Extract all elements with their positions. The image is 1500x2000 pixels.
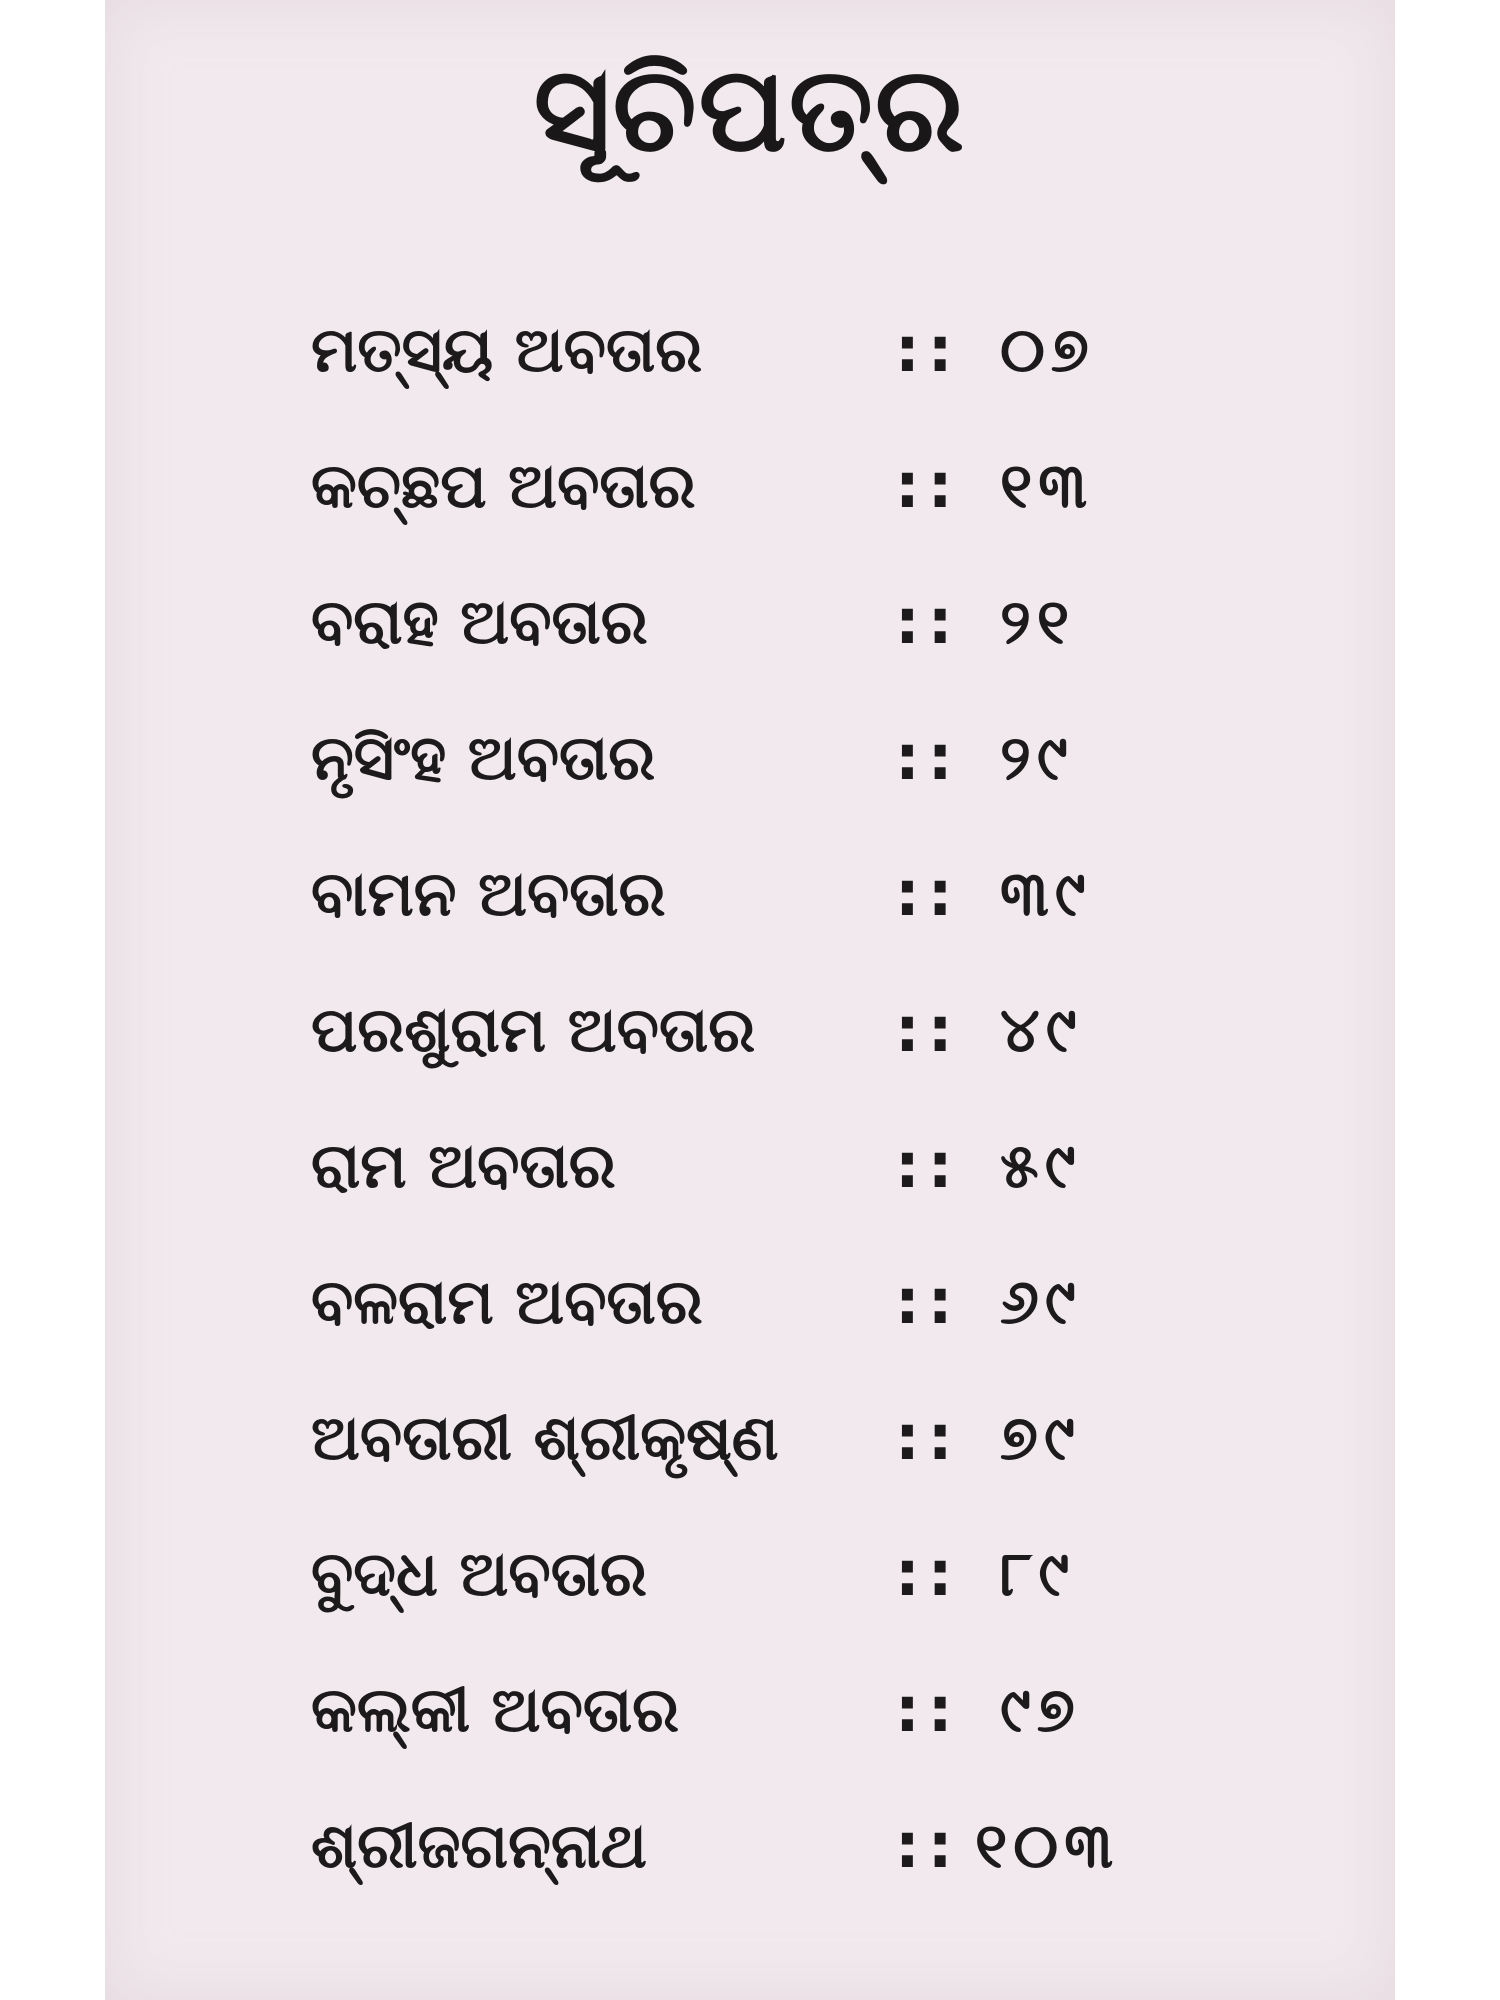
toc-separator: :: — [895, 993, 961, 1066]
toc-page-number: ୨୧ — [1000, 585, 1076, 658]
toc-page-number: ୪୯ — [1000, 993, 1083, 1066]
toc-entry-title: ନୃସିଂହ ଅବତାର — [311, 721, 656, 794]
table-of-contents — [105, 290, 1395, 1890]
toc-row — [105, 970, 1395, 1090]
toc-page-number: ୯୭ — [1000, 1673, 1081, 1746]
toc-page-number: ୧୩ — [1000, 449, 1094, 522]
toc-separator: :: — [895, 1537, 961, 1610]
toc-separator: :: — [895, 585, 961, 658]
toc-separator: :: — [895, 721, 961, 794]
toc-row — [105, 698, 1395, 818]
toc-separator: :: — [895, 1673, 961, 1746]
toc-entry-title: ବୁଦ୍ଧ ଅବତାର — [311, 1537, 647, 1610]
toc-separator: :: — [895, 1129, 961, 1202]
toc-entry-title: କଚ୍ଛପ ଅବତାର — [311, 449, 696, 522]
toc-entry-title: ବରାହ ଅବତାର — [311, 585, 648, 658]
toc-row — [105, 426, 1395, 546]
toc-page-number: ୬୯ — [1000, 1265, 1082, 1338]
toc-entry-title: ବଳରାମ ଅବତାର — [311, 1265, 703, 1338]
toc-row — [105, 1650, 1395, 1770]
toc-separator: :: — [895, 1809, 961, 1882]
toc-row — [105, 1514, 1395, 1634]
toc-separator: :: — [895, 313, 961, 386]
toc-row — [105, 290, 1395, 410]
toc-entry-title: ପରଶୁରାମ ଅବତାର — [311, 993, 756, 1066]
toc-entry-title: ରାମ ଅବତାର — [311, 1129, 616, 1202]
toc-row — [105, 1378, 1395, 1498]
page-title: ସୂଚିପତ୍ର — [533, 40, 967, 178]
toc-entry-title: ଶ୍ରୀଜଗନ୍ନାଥ — [311, 1809, 648, 1882]
toc-page-number: ୩୯ — [1000, 857, 1092, 930]
toc-row — [105, 1106, 1395, 1226]
toc-page-number: ୧୦୩ — [975, 1809, 1119, 1882]
toc-entry-title: ମତ୍ସ୍ୟ ଅବତାର — [311, 313, 703, 386]
toc-entry-title: କଲ୍କୀ ଅବତାର — [311, 1673, 680, 1746]
toc-page-number: ୨୯ — [1000, 721, 1074, 794]
toc-row — [105, 1242, 1395, 1362]
toc-row — [105, 834, 1395, 954]
toc-page-number: ୮୯ — [1000, 1537, 1076, 1610]
toc-separator: :: — [895, 857, 961, 930]
toc-page-number: ୭୯ — [1000, 1401, 1081, 1474]
toc-entry-title: ଅବତାରୀ ଶ୍ରୀକୃଷ୍ଣ — [311, 1401, 779, 1474]
toc-row — [105, 562, 1395, 682]
toc-separator: :: — [895, 1401, 961, 1474]
toc-row — [105, 1786, 1395, 1906]
toc-entry-title: ବାମନ ଅବତାର — [311, 857, 666, 930]
toc-page-number: ୫୯ — [1000, 1129, 1082, 1202]
toc-separator: :: — [895, 449, 961, 522]
book-page — [105, 0, 1395, 2000]
toc-page-number: ୦୭ — [1000, 313, 1095, 386]
toc-separator: :: — [895, 1265, 961, 1338]
